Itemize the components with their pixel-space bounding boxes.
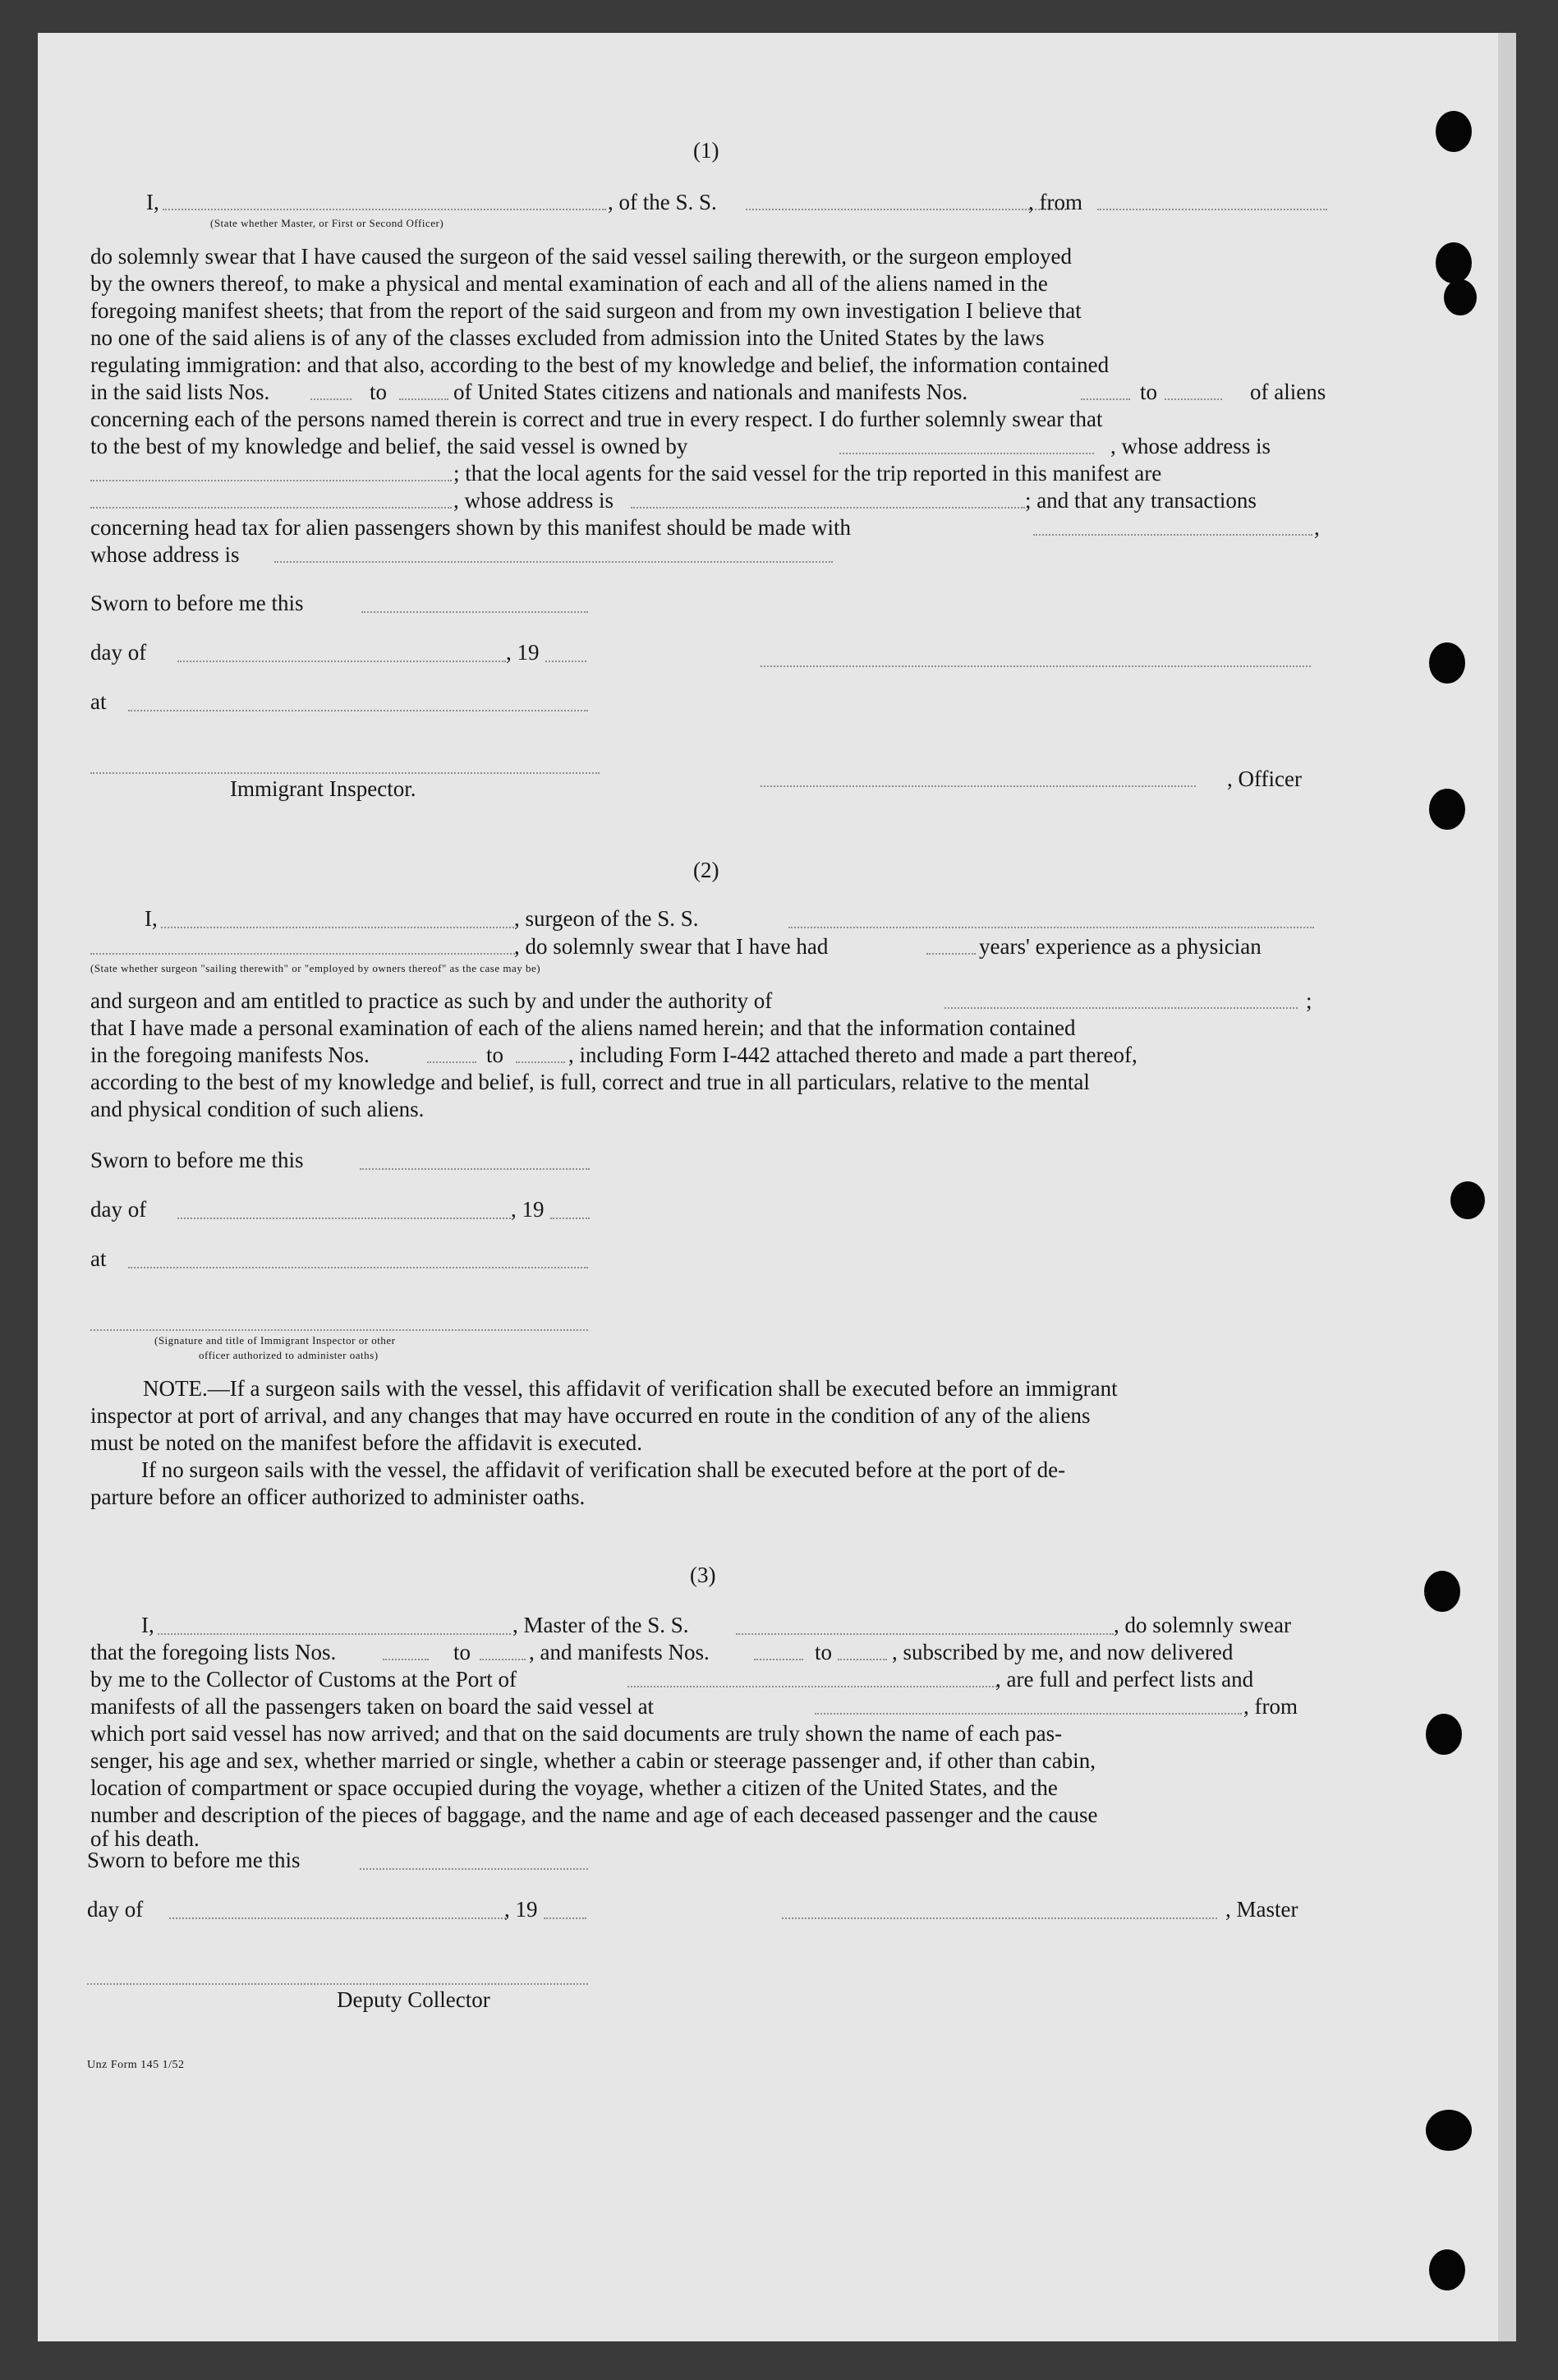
s3-sworn-date-field[interactable] xyxy=(360,1868,588,1870)
binder-hole xyxy=(1426,1714,1462,1755)
s2-surgeon-of: , surgeon of the S. S. xyxy=(514,906,699,931)
s1-line-11b: , xyxy=(1314,515,1320,540)
binder-hole xyxy=(1436,111,1472,152)
s3-lists-to-field[interactable] xyxy=(480,1659,526,1660)
s1-day-of: day of xyxy=(90,640,147,665)
lists-from-field[interactable] xyxy=(310,398,352,400)
officer-name-field[interactable] xyxy=(163,209,606,210)
s2-day-of: day of xyxy=(90,1197,147,1222)
s3-master-of: , Master of the S. S. xyxy=(512,1613,689,1637)
binder-hole xyxy=(1429,2249,1465,2290)
s1-officer: , Officer xyxy=(1227,766,1302,791)
s3-line-5: which port said vessel has now arrived; and that on the said documents are truly shown the name of each pas- xyxy=(90,1721,1063,1746)
s2-sworn: Sworn to before me this xyxy=(90,1148,304,1172)
master-signature-line[interactable] xyxy=(782,1917,1217,1919)
s2-vessel-field[interactable] xyxy=(788,927,1314,928)
s2-manifests-from-field[interactable] xyxy=(427,1061,476,1063)
manifests-from-field[interactable] xyxy=(1081,398,1130,400)
s3-line-4a: manifests of all the passengers taken on board the said vessel at xyxy=(90,1694,655,1719)
s1-line-9: ; that the local agents for the said vessel for the trip reported in this manifest are xyxy=(453,461,1162,486)
s1-sworn: Sworn to before me this xyxy=(90,591,304,615)
boarding-port-field[interactable] xyxy=(815,1713,1242,1715)
practice-authority-field[interactable] xyxy=(944,1007,1298,1009)
years-experience-field[interactable] xyxy=(926,953,976,955)
s2-inspector-signature-line[interactable] xyxy=(90,1329,588,1331)
s3-line-2b: to xyxy=(453,1640,471,1664)
s3-line-6: senger, his age and sex, whether married or single, whether a cabin or steerage passenger and, if other than cabin, xyxy=(90,1748,1096,1773)
s3-line-2a: that the foregoing lists Nos. xyxy=(90,1640,337,1664)
s1-inspector: Immigrant Inspector. xyxy=(230,776,416,801)
s3-line-2c: , and manifests Nos. xyxy=(529,1640,710,1664)
s1-line-11a: concerning head tax for alien passengers shown by this manifest should be made with xyxy=(90,515,852,540)
s2-at-place-field[interactable] xyxy=(128,1267,588,1268)
s1-line-8a: to the best of my knowledge and belief, the said vessel is owned by xyxy=(90,434,688,458)
surgeon-status-field[interactable] xyxy=(90,953,517,955)
form-number: Unz Form 145 1/52 xyxy=(87,2059,185,2071)
s3-line-9: of his death. xyxy=(90,1826,200,1851)
page-edge xyxy=(1498,33,1516,2341)
s1-from: , from xyxy=(1028,190,1082,214)
s3-line-7: location of compartment or space occupied during the voyage, whether a citizen of the United States, and the xyxy=(90,1775,1058,1800)
s1-line-10a: , whose address is xyxy=(453,488,614,513)
s1-line-6b: to xyxy=(370,380,388,404)
s3-line-3b: , are full and perfect lists and xyxy=(995,1667,1254,1692)
s3-line-8: number and description of the pieces of baggage, and the name and age of each deceased passenger and the cause xyxy=(90,1802,1098,1827)
s1-sworn-date-field[interactable] xyxy=(361,611,588,613)
s1-at: at xyxy=(90,689,107,714)
s3-nineteen: , 19 xyxy=(504,1897,538,1922)
s2-year-field[interactable] xyxy=(550,1218,590,1219)
s3-manifests-from-field[interactable] xyxy=(754,1659,803,1660)
owner-address-field[interactable] xyxy=(90,480,452,481)
s2-line-6: according to the best of my knowledge and belief, is full, correct and true in all particulars, relative to the mental xyxy=(90,1070,1090,1094)
note-line-4: If no surgeon sails with the vessel, the affidavit of verification shall be executed before at the port of de- xyxy=(141,1457,1066,1482)
s3-deputy: Deputy Collector xyxy=(337,1987,490,2012)
from-port-field[interactable] xyxy=(1097,209,1327,210)
s1-line-4: no one of the said aliens is of any of the classes excluded from admission into the United States by the laws xyxy=(90,325,1045,350)
lists-to-field[interactable] xyxy=(399,398,448,400)
s1-line-10b: ; and that any transactions xyxy=(1025,488,1257,513)
head-tax-party-field[interactable] xyxy=(1033,534,1312,536)
s1-line-12: whose address is xyxy=(90,542,240,567)
note-line-3: must be noted on the manifest before the affidavit is executed. xyxy=(90,1430,643,1455)
note-line-5: parture before an officer authorized to administer oaths. xyxy=(90,1485,586,1509)
s3-lists-from-field[interactable] xyxy=(383,1659,429,1660)
s3-line-2e: , subscribed by me, and now delivered xyxy=(892,1640,1234,1664)
s2-line-4: that I have made a personal examination of each of the aliens named herein; and that the information contained xyxy=(90,1015,1076,1040)
s3-line-3a: by me to the Collector of Customs at the Port of xyxy=(90,1667,517,1692)
collector-port-field[interactable] xyxy=(627,1686,997,1687)
binder-hole xyxy=(1426,2110,1472,2151)
s1-line-8b: , whose address is xyxy=(1110,434,1271,458)
s3-line-4b: , from xyxy=(1243,1694,1298,1719)
s3-line-2d: to xyxy=(815,1640,833,1664)
binder-hole xyxy=(1424,1571,1460,1612)
s1-line-7: concerning each of the persons named therein is correct and true in every respect. I do further solemnly swear that xyxy=(90,407,1103,431)
master-name-field[interactable] xyxy=(158,1633,511,1635)
s1-line-6a: in the said lists Nos. xyxy=(90,380,270,404)
binder-hole xyxy=(1450,1181,1485,1219)
surgeon-instruction: (State whether surgeon "sailing therewith" or "employed by owners thereof" as the case may be) xyxy=(90,962,541,974)
s2-line-5c: , including Form I-442 attached thereto and made a part thereof, xyxy=(568,1043,1137,1067)
s1-line-6e: of aliens xyxy=(1250,380,1326,404)
officer-instruction: (State whether Master, or First or Second Officer) xyxy=(210,217,444,229)
s3-manifests-to-field[interactable] xyxy=(838,1659,887,1660)
s3-sworn: Sworn to before me this xyxy=(87,1848,301,1872)
s1-year-field[interactable] xyxy=(545,661,586,662)
s1-officer-name-line[interactable] xyxy=(761,785,1196,787)
s2-month-field[interactable] xyxy=(177,1218,511,1219)
s1-of-ss: , of the S. S. xyxy=(608,190,717,214)
s1-officer-signature-line[interactable] xyxy=(761,665,1311,667)
s2-sworn-date-field[interactable] xyxy=(360,1168,590,1170)
s1-nineteen: , 19 xyxy=(506,640,540,665)
s1-month-field[interactable] xyxy=(177,661,506,662)
binder-hole xyxy=(1429,789,1465,830)
s2-signature-caption-2: officer authorized to administer oaths) xyxy=(199,1349,379,1361)
owner-field[interactable] xyxy=(839,453,1094,454)
local-agents-field[interactable] xyxy=(90,507,452,509)
s2-line-2a: , do solemnly swear that I have had xyxy=(514,934,829,959)
s2-line-2b: years' experience as a physician xyxy=(979,934,1262,959)
section-3-heading: (3) xyxy=(690,1563,716,1587)
head-tax-address-field[interactable] xyxy=(274,561,833,563)
surgeon-name-field[interactable] xyxy=(161,927,514,928)
s1-inspector-signature-line[interactable] xyxy=(90,772,600,774)
s2-i: I, xyxy=(145,906,158,931)
s2-at: at xyxy=(90,1246,107,1271)
s3-day-of: day of xyxy=(87,1897,144,1922)
s1-line-2: by the owners thereof, to make a physical and mental examination of each and all of the aliens named in the xyxy=(90,271,1048,296)
s3-vessel-field[interactable] xyxy=(736,1633,1114,1635)
s3-i: I, xyxy=(141,1613,154,1637)
s1-i: I, xyxy=(146,190,159,214)
binder-hole xyxy=(1444,279,1477,315)
note-line-2: inspector at port of arrival, and any changes that may have occurred en route in the condition of any of the aliens xyxy=(90,1403,1091,1428)
vessel-name-field[interactable] xyxy=(746,209,1066,210)
s2-line-7: and physical condition of such aliens. xyxy=(90,1097,425,1121)
s3-master: , Master xyxy=(1225,1897,1298,1922)
s2-line-5b: to xyxy=(486,1043,504,1067)
s1-line-6c: of United States citizens and nationals and manifests Nos. xyxy=(453,380,968,404)
s1-line-3: foregoing manifest sheets; that from the report of the said surgeon and from my own investigation I believe that xyxy=(90,298,1082,323)
s1-line-5: regulating immigration: and that also, according to the best of my knowledge and belief, the information contained xyxy=(90,352,1110,377)
section-2-heading: (2) xyxy=(693,858,719,882)
s2-signature-caption-1: (Signature and title of Immigrant Inspector or other xyxy=(154,1334,396,1347)
manifest-affidavit-page xyxy=(38,33,1516,2341)
s3-year-field[interactable] xyxy=(544,1917,586,1919)
section-1-heading: (1) xyxy=(693,138,719,163)
binder-hole xyxy=(1429,642,1465,684)
s2-nineteen: , 19 xyxy=(511,1197,545,1222)
manifests-to-field[interactable] xyxy=(1165,398,1222,400)
s2-line-3a: and surgeon and am entitled to practice as such by and under the authority of xyxy=(90,988,773,1013)
s1-at-place-field[interactable] xyxy=(128,710,588,711)
binder-hole xyxy=(1436,242,1472,283)
s2-line-3b: ; xyxy=(1306,988,1312,1013)
deputy-collector-signature-line[interactable] xyxy=(87,1983,588,1985)
s2-manifests-to-field[interactable] xyxy=(516,1061,565,1063)
agents-address-field[interactable] xyxy=(631,507,1025,509)
s1-line-1: do solemnly swear that I have caused the surgeon of the said vessel sailing therewith, or the surgeon employed xyxy=(90,244,1072,269)
s3-month-field[interactable] xyxy=(169,1917,506,1919)
s1-line-6d: to xyxy=(1140,380,1158,404)
s3-swear: , do solemnly swear xyxy=(1114,1613,1291,1637)
note-line-1: NOTE.—If a surgeon sails with the vessel, this affidavit of verification shall be executed before an immigrant xyxy=(143,1376,1118,1401)
s2-line-5a: in the foregoing manifests Nos. xyxy=(90,1043,370,1067)
